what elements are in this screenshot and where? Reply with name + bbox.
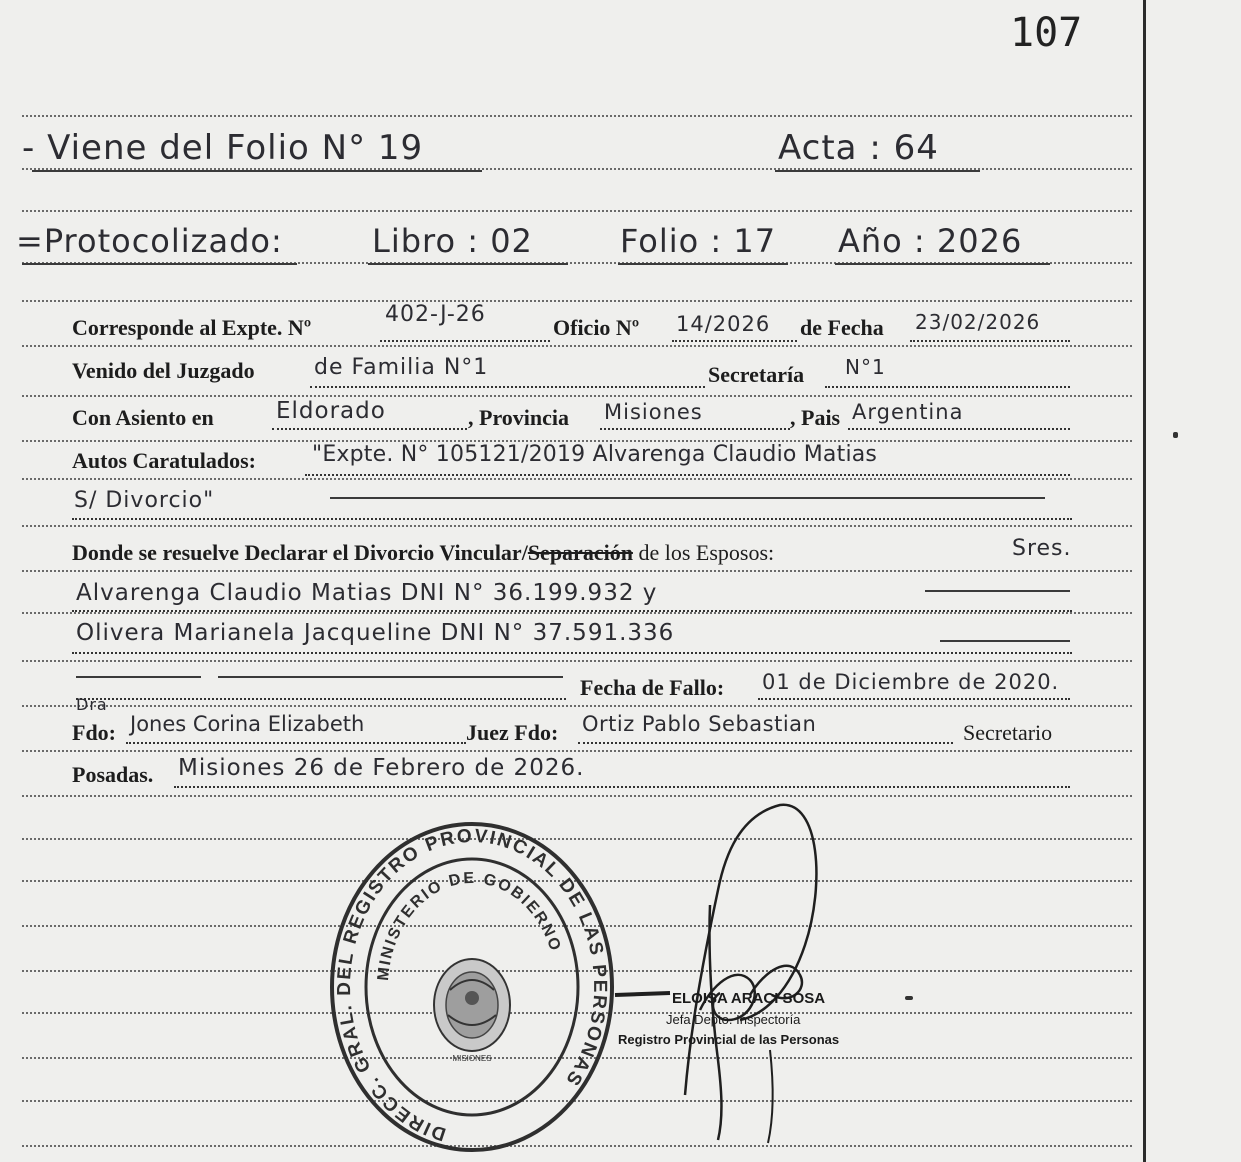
ruled-line (22, 750, 1132, 752)
fill-line (126, 742, 466, 744)
donde-label-part-1: Donde se resuelve Declarar el Divorcio Vincular/ (72, 540, 528, 565)
fill-line (174, 786, 1070, 788)
esposo-2: Olivera Marianela Jacqueline DNI N° 37.591.336 (76, 620, 675, 646)
oficio-label: Oficio Nº (553, 315, 640, 340)
ruled-line (22, 525, 1132, 527)
closing-line (925, 590, 1070, 592)
protocolizado-label: =Protocolizado: (16, 222, 283, 260)
asiento-value: Eldorado (276, 398, 386, 424)
ruled-line (22, 660, 1132, 662)
stamp-emblem-text: MISIONES (452, 1054, 492, 1063)
secretaria-value: N°1 (845, 355, 886, 379)
fill-line (76, 698, 566, 700)
handwritten-signature (600, 795, 860, 1145)
ruled-line (22, 612, 1132, 614)
page-border (1143, 0, 1146, 1162)
signer-office: Registro Provincial de las Personas (618, 1032, 840, 1047)
ruled-line (22, 210, 1132, 212)
donde-label (72, 540, 774, 566)
ruled-line (22, 395, 1132, 397)
venido-label: Venido del Juzgado (72, 358, 255, 383)
separacion-struck: Separación (527, 540, 633, 565)
expte-label: Corresponde al Expte. Nº (72, 315, 312, 340)
fill-line (910, 340, 1070, 342)
underline (775, 170, 980, 172)
provincia-label: , Provincia (468, 405, 570, 430)
underline (32, 170, 482, 172)
official-stamp (330, 820, 615, 1155)
autos-value-line-1: "Expte. N° 105121/2019 Alvarenga Claudio Matias (312, 442, 878, 467)
viene-del-folio: - Viene del Folio N° 19 (22, 128, 424, 168)
stamp-inner-text: MINISTERIO DE GOBIERNO (374, 869, 564, 982)
pais-value: Argentina (852, 400, 964, 424)
page-number: 107 (1010, 10, 1083, 56)
ruled-line (22, 570, 1132, 572)
fallo-label: Fecha de Fallo: (580, 675, 725, 700)
fill-line (72, 518, 1072, 520)
fallo-value: 01 de Diciembre de 2020. (762, 670, 1060, 694)
ink-speck (1173, 432, 1178, 438)
libro-value: Libro : 02 (372, 222, 533, 260)
esposo-1: Alvarenga Claudio Matias DNI N° 36.199.932 y (76, 580, 658, 606)
ink-speck (905, 996, 913, 1000)
ruled-line (22, 795, 1132, 797)
fdo-label: Fdo: (72, 720, 116, 745)
esposos-prefix: Sres. (1012, 536, 1072, 561)
fill-line (758, 698, 1070, 700)
underline (368, 263, 568, 265)
autos-label: Autos Caratulados: (72, 448, 256, 473)
ruled-line (22, 478, 1132, 480)
juez-label: Juez Fdo: (466, 720, 559, 745)
secretario-name: Ortiz Pablo Sebastian (582, 712, 817, 736)
provincia-value: Misiones (604, 400, 703, 424)
closing-line (218, 676, 563, 678)
fecha-label: de Fecha (800, 315, 884, 340)
ruled-line (22, 705, 1132, 707)
posadas-label: Posadas. (72, 762, 154, 787)
autos-value-line-2: S/ Divorcio" (74, 488, 215, 513)
ruled-line (22, 115, 1132, 117)
fill-line (672, 340, 797, 342)
fill-line (825, 386, 1070, 388)
folio-value: Folio : 17 (620, 222, 777, 260)
asiento-label: Con Asiento en (72, 405, 214, 430)
secretario-label: Secretario (963, 720, 1053, 745)
secretaria-label: Secretaría (708, 362, 805, 387)
donde-label-part-2: de los Esposos: (638, 540, 775, 565)
fill-line (578, 742, 953, 744)
ruled-line (22, 300, 1132, 302)
signer-name: ELOISA ARACI SOSA (672, 990, 826, 1007)
closing-line (940, 640, 1070, 642)
closing-line (330, 497, 1045, 499)
closing-line (76, 676, 201, 678)
signer-title: Jefa Depto. Inspectoría (666, 1012, 801, 1027)
underline (22, 263, 297, 265)
fill-line (380, 340, 550, 342)
fill-line (310, 386, 705, 388)
fecha-value: 23/02/2026 (915, 310, 1041, 334)
pais-label: , Pais (790, 405, 841, 430)
fill-line (272, 428, 467, 430)
fill-line (72, 652, 1072, 654)
stamp-outer-text: DIRECC. GRAL. DEL REGISTRO PROVINCIAL DE LAS PERSONAS (334, 825, 611, 1145)
dra-prefix: Dra (76, 695, 108, 714)
fill-line (305, 474, 1070, 476)
juez-name: Jones Corina Elizabeth (130, 712, 365, 736)
fill-line (600, 428, 790, 430)
underline (835, 263, 1050, 265)
juzgado-value: de Familia N°1 (314, 355, 489, 380)
underline (618, 263, 788, 265)
fill-line (848, 428, 1070, 430)
anio-value: Año : 2026 (838, 222, 1023, 260)
posadas-value: Misiones 26 de Febrero de 2026. (178, 755, 585, 781)
coat-of-arms-icon (434, 959, 510, 1051)
fill-line (72, 610, 1072, 612)
oficio-value: 14/2026 (676, 312, 771, 336)
acta-number: Acta : 64 (778, 128, 939, 168)
expte-value: 402-J-26 (385, 302, 486, 327)
ruled-line (22, 345, 1132, 347)
